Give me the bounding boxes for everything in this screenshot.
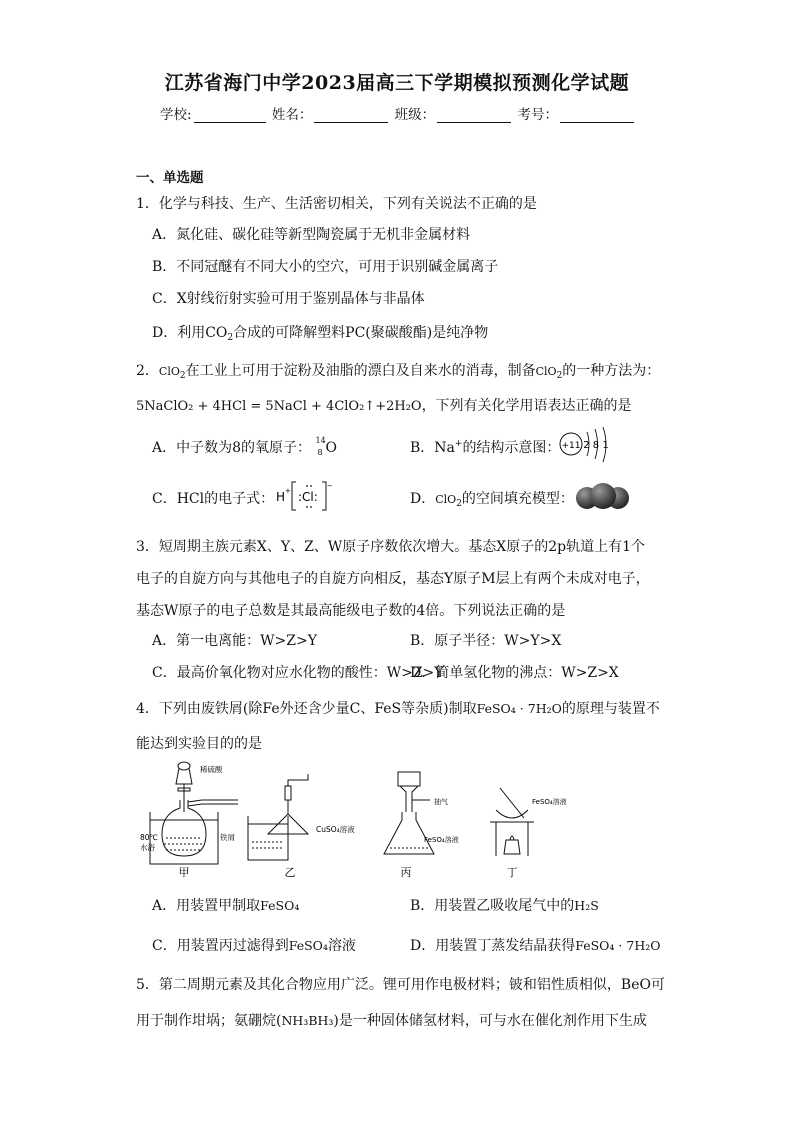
q2-option-a[interactable]: A．中子数为8的氧原子： 14 8 O bbox=[152, 436, 337, 457]
q1-option-c[interactable]: C．X射线衍射实验可用于鉴别晶体与非晶体 bbox=[152, 291, 425, 307]
q2-option-c[interactable]: C．HCl的电子式： bbox=[152, 491, 275, 507]
q5-stem-line2: 用于制作坩埚；氨硼烷(NH₃BH₃)是一种固体储氢材料，可与水在催化剂作用下生成 bbox=[136, 1013, 647, 1029]
clo2-space-filling-model bbox=[574, 482, 632, 512]
label-bath: 水浴 bbox=[140, 843, 155, 852]
hcl-minus-sign: − bbox=[327, 482, 333, 490]
class-blank[interactable] bbox=[437, 108, 511, 123]
hcl-plus-sign: + bbox=[285, 487, 291, 495]
hcl-cl-symbol: :Cl: bbox=[298, 490, 318, 504]
q3-stem-line3: 基态W原子的电子总数是其最高能级电子数的4倍。下列说法正确的是 bbox=[136, 603, 566, 619]
q3-option-a[interactable]: A．第一电离能：W>Z>Y bbox=[152, 633, 317, 649]
q4-stem-line1: 4．下列由废铁屑(除Fe外还含少量C、FeS等杂质)制取FeSO₄ · 7H₂O的原理与装置不 bbox=[136, 701, 660, 717]
name-label: 姓名： bbox=[271, 107, 313, 123]
label-bath-temp: 80℃ bbox=[140, 833, 158, 842]
label-yi: 乙 bbox=[284, 866, 296, 879]
na-ion-structure-diagram bbox=[558, 426, 618, 466]
apparatus-ding bbox=[490, 788, 534, 856]
apparatus-figure bbox=[140, 760, 660, 880]
label-suction: 抽气 bbox=[434, 798, 448, 806]
class-label: 班级： bbox=[394, 107, 436, 123]
q3-option-c[interactable]: C．最高价氧化物对应水化物的酸性：W>Z>Y bbox=[152, 665, 444, 681]
q2-option-d[interactable]: D．ClO$_2$的空间填充模型： bbox=[410, 491, 574, 509]
q5-stem-line1: 5．第二周期元素及其化合物应用广泛。锂可用作电极材料；铍和铝性质相似，BeO可 bbox=[136, 977, 665, 993]
label-jia: 甲 bbox=[178, 866, 190, 879]
label-feso4-d: FeSO₄溶液 bbox=[532, 798, 567, 806]
q1-option-d[interactable]: D．利用$CO_2$合成的可降解塑料PC(聚碳酸酯)是纯净物 bbox=[152, 325, 489, 343]
nucleus-charge: +11 bbox=[561, 441, 581, 451]
apparatus-jia bbox=[150, 762, 238, 864]
q4-option-a[interactable]: A．用装置甲制取FeSO₄ bbox=[152, 898, 300, 914]
shell-electrons: 2 8 1 bbox=[583, 440, 609, 451]
q3-stem-line1: 3．短周期主族元素X、Y、Z、W原子序数依次增大。基态X原子的2p轨道上有1个 bbox=[136, 539, 645, 555]
q4-option-b[interactable]: B．用装置乙吸收尾气中的H₂S bbox=[410, 898, 599, 914]
q3-stem-line2: 电子的自旋方向与其他电子的自旋方向相反，基态Y原子M层上有两个未成对电子， bbox=[136, 571, 650, 587]
name-blank[interactable] bbox=[314, 108, 388, 123]
q4-option-c[interactable]: C．用装置丙过滤得到FeSO₄溶液 bbox=[152, 938, 356, 954]
q1-option-a[interactable]: A．氮化硅、碳化硅等新型陶瓷属于无机非金属材料 bbox=[152, 227, 471, 243]
school-blank[interactable] bbox=[194, 108, 266, 123]
section-heading: 一、单选题 bbox=[136, 170, 204, 186]
label-acid: 稀硫酸 bbox=[200, 765, 223, 774]
school-label: 学校: bbox=[160, 107, 192, 123]
q3-option-d[interactable]: D．简单氢化物的沸点：W>Z>X bbox=[410, 665, 619, 681]
q3-option-b[interactable]: B．原子半径：W>Y>X bbox=[410, 633, 562, 649]
hcl-h-symbol: H bbox=[276, 490, 286, 504]
label-ding: 丁 bbox=[506, 866, 518, 879]
q2-option-b[interactable]: B．Na+的结构示意图： bbox=[410, 439, 561, 456]
label-cuso4: CuSO₄溶液 bbox=[316, 825, 355, 834]
q2-stem: 2．ClO$_2$在工业上可用于淀粉及油脂的漂白及自来水的消毒，制备ClO$_2$的一种方法为： bbox=[136, 363, 661, 381]
q1-stem: 1．化学与科技、生产、生活密切相关，下列有关说法不正确的是 bbox=[136, 196, 537, 212]
q1-option-b[interactable]: B．不同冠醚有不同大小的空穴，可用于识别碱金属离子 bbox=[152, 259, 499, 275]
q2-equation: 5NaClO₂ + 4HCl = 5NaCl + 4ClO₂↑+2H₂O，下列有关化学用语表达正确的是 bbox=[136, 398, 632, 414]
apparatus-yi bbox=[248, 774, 308, 860]
label-feso4-c: FeSO₄溶液 bbox=[424, 836, 459, 844]
number-label: 考号： bbox=[517, 107, 558, 123]
hcl-electron-formula bbox=[274, 478, 338, 514]
student-info-line bbox=[160, 103, 636, 123]
label-scrap: 铁屑 bbox=[220, 833, 235, 842]
q4-stem-line2: 能达到实验目的的是 bbox=[136, 736, 262, 752]
page-title: 江苏省海门中学2023届高三下学期模拟预测化学试题 bbox=[164, 72, 630, 94]
number-blank[interactable] bbox=[560, 108, 634, 123]
q4-option-d[interactable]: D．用装置丁蒸发结晶获得FeSO₄ · 7H₂O bbox=[410, 938, 661, 954]
label-bing: 丙 bbox=[400, 866, 412, 879]
